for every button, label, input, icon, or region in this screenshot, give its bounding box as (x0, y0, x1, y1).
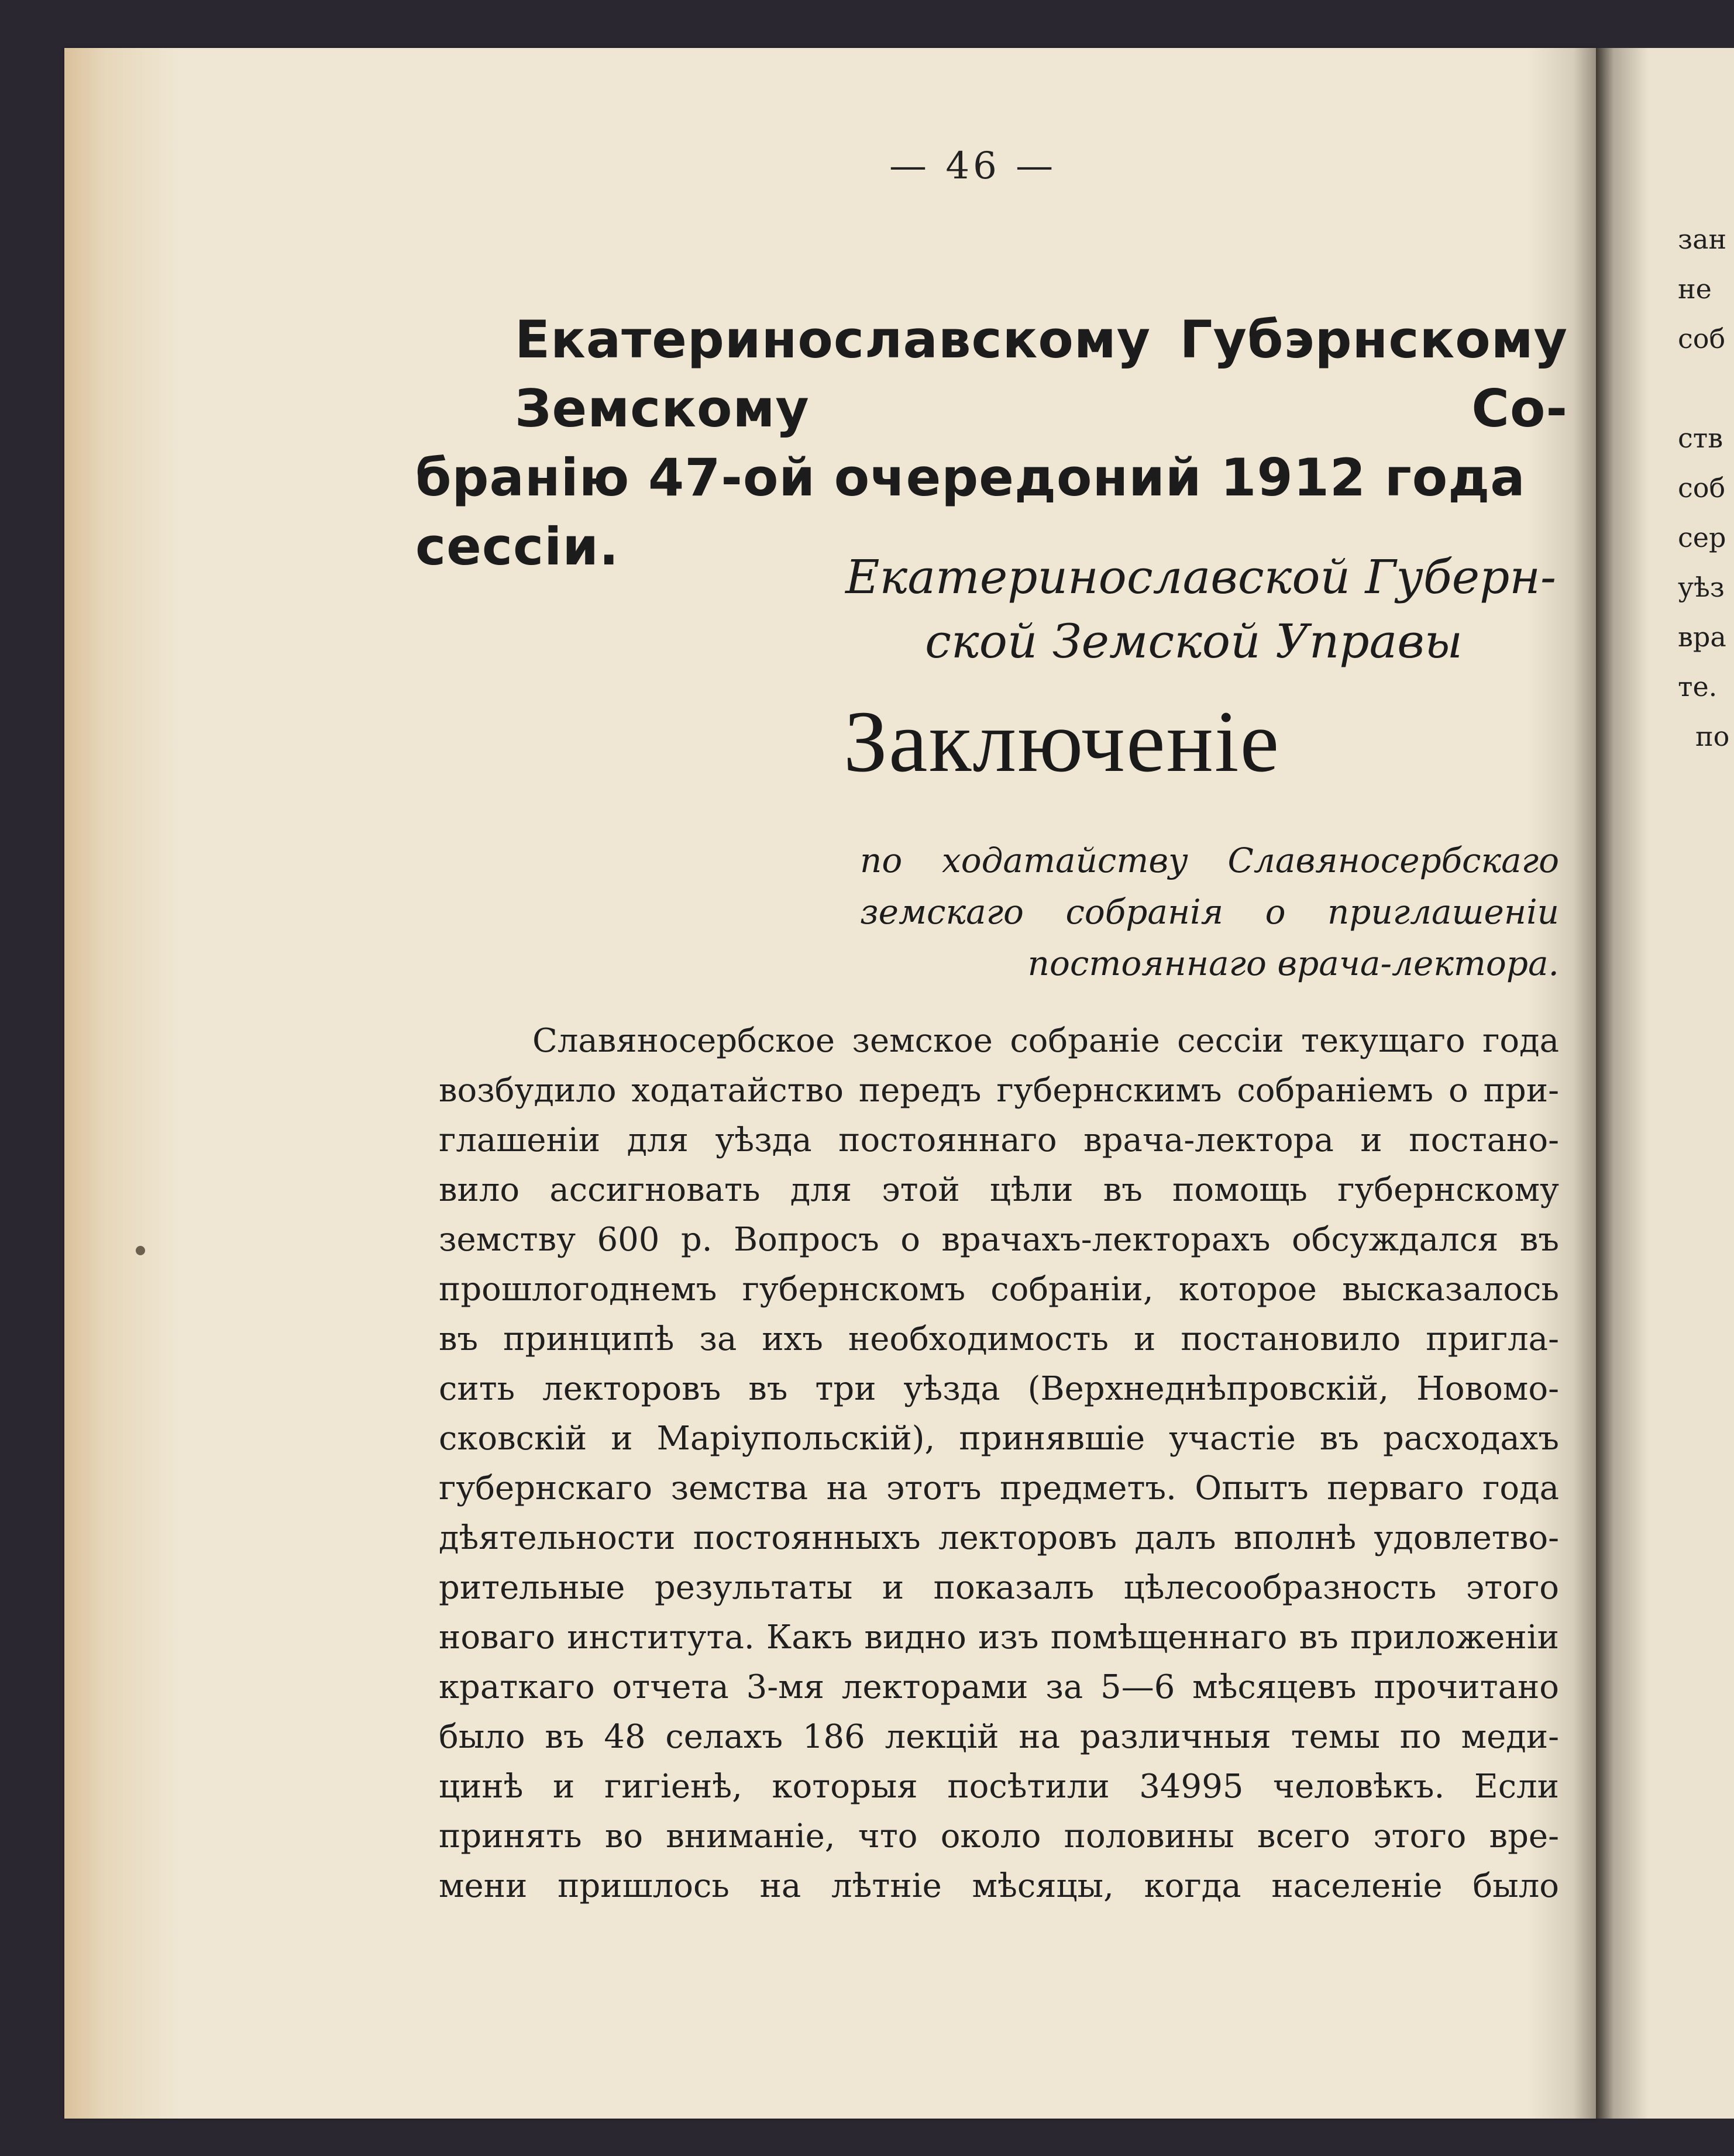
issuer-line: Екатеринославской Губерн- (845, 550, 1556, 604)
right-page-line: ств (1678, 422, 1723, 454)
page-content (380, 48, 1568, 2119)
heading-line: бранію 47-ой очередоний 1912 года сессіи. (415, 447, 1526, 577)
document-heading (380, 305, 1568, 581)
right-page-line: сер (1678, 522, 1726, 553)
body-line: глашеніи для уѣзда постояннаго врача-лектора и постано- (439, 1121, 1559, 1159)
right-page-line: по (1695, 721, 1730, 752)
right-page (1596, 48, 1734, 2119)
body-line: цинѣ и гигіенѣ, которыя посѣтили 34995 человѣкъ. Если (439, 1768, 1559, 1806)
body-line: принять во вниманіе, что около половины всего этого вре- (439, 1817, 1559, 1855)
right-page-line: те. (1678, 671, 1718, 702)
body-line: земству 600 р. Вопросъ о врачахъ-лекторахъ обсуждался въ (439, 1221, 1559, 1259)
body-line: сить лекторовъ въ три уѣзда (Верхнеднѣпровскій, Новомо- (439, 1370, 1559, 1408)
right-page-line: не (1678, 273, 1712, 305)
right-page-line: вра (1678, 621, 1726, 653)
subtitle-line: по ходатайству Славяносербскаго (860, 841, 1559, 880)
right-page-line: соб (1678, 323, 1726, 354)
heading-line: Екатеринославскому Губэрнскому Земскому Со- (515, 309, 1568, 439)
body-line: губернскаго земства на этотъ предметъ. Опытъ перваго года (439, 1469, 1559, 1507)
page-number: — 46 — (889, 144, 1057, 188)
body-line: прошлогоднемъ губернскомъ собраніи, которое высказалось (439, 1270, 1559, 1308)
body-line: было въ 48 селахъ 186 лекцій на различныя темы по меди- (439, 1718, 1559, 1756)
body-line: возбудило ходатайство передъ губернскимъ собраніемъ о при- (439, 1072, 1559, 1110)
body-line: въ принципѣ за ихъ необходимость и постановило пригла- (439, 1320, 1559, 1358)
body-line: сковскій и Маріупольскій), принявшіе участіе въ расходахъ (439, 1420, 1559, 1458)
subtitle-line: земскаго собранія о приглашеніи (860, 892, 1559, 932)
body-line: Славяносербское земское собраніе сессіи текущаго года (532, 1022, 1559, 1060)
page-smudge (136, 1246, 145, 1255)
subtitle-line: постояннаго врача-лектора. (1027, 943, 1559, 983)
body-line: дѣятельности постоянныхъ лекторовъ далъ вполнѣ удовлетво- (439, 1519, 1559, 1557)
issuer (380, 545, 1556, 674)
document-subtitle (860, 835, 1559, 989)
body-line: вило ассигновать для этой цѣли въ помощь губернскому (439, 1171, 1559, 1209)
right-page-line: соб (1678, 472, 1726, 504)
issuer-line: ской Земской Управы (925, 614, 1463, 669)
body-line: новаго института. Какъ видно изъ помѣщеннаго въ приложеніи (439, 1618, 1559, 1656)
body-line: краткаго отчета 3-мя лекторами за 5—6 мѣсяцевъ прочитано (439, 1668, 1559, 1706)
right-page-line: уѣз (1678, 571, 1725, 603)
body-line: рительные результаты и показалъ цѣлесообразность этого (439, 1569, 1559, 1607)
body-line: мени пришлось на лѣтніе мѣсяцы, когда населеніе было (439, 1867, 1559, 1905)
right-page-line: зан (1678, 223, 1727, 255)
body-text (439, 1016, 1559, 1911)
document-title: Заключеніе (843, 693, 1281, 790)
